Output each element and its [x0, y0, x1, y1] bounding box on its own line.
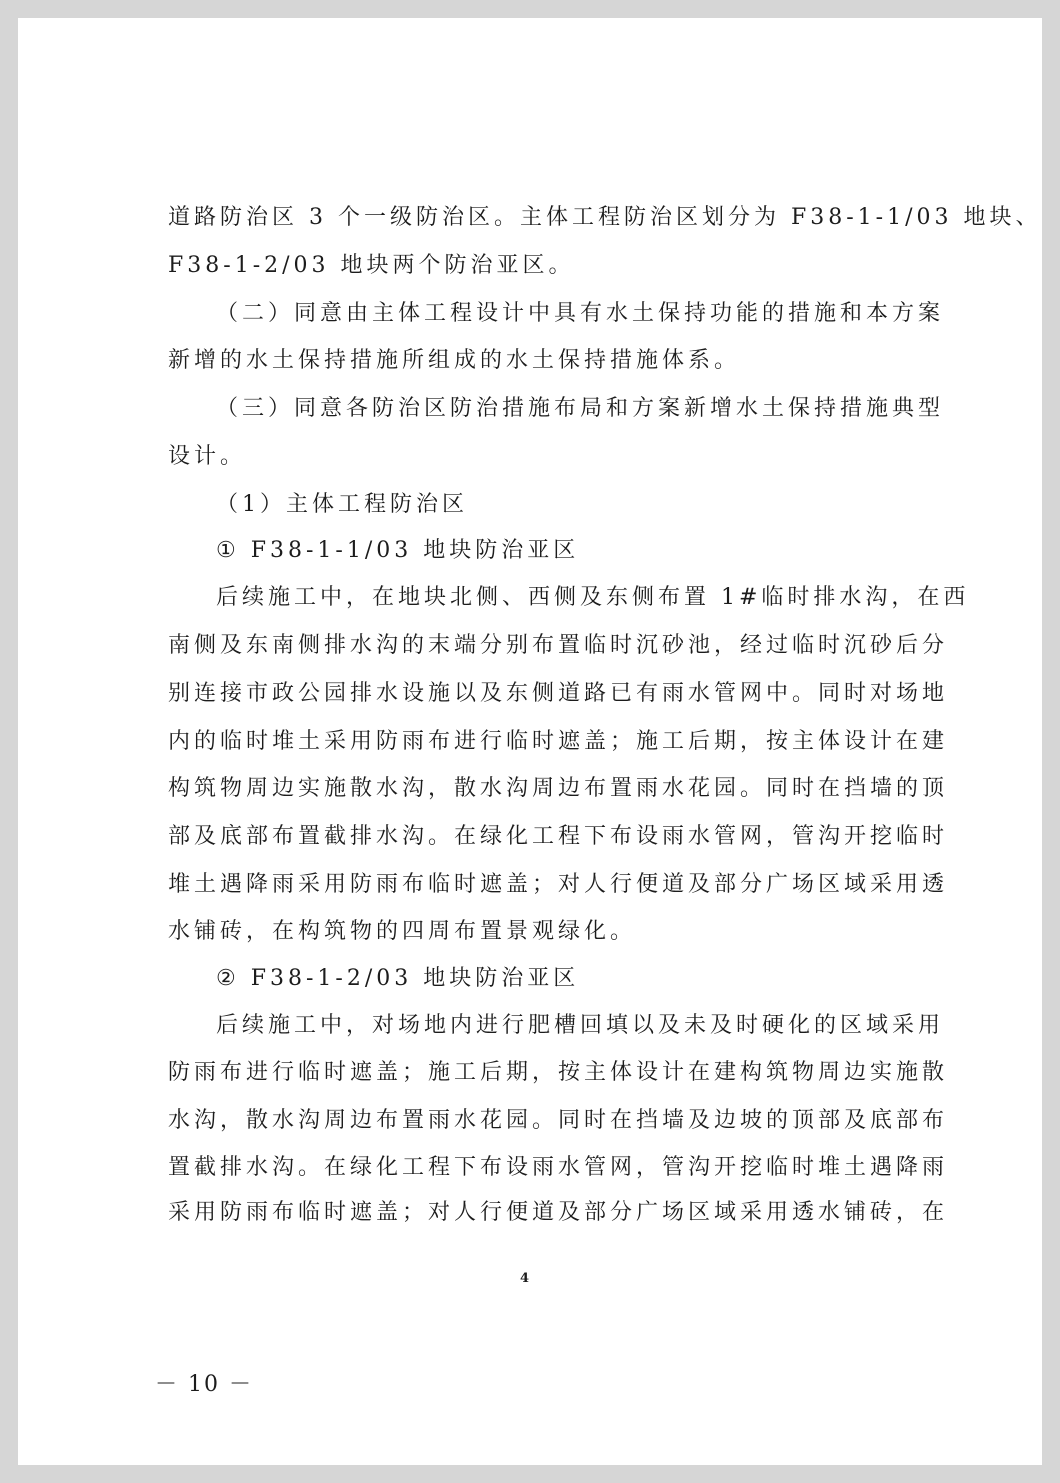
section-heading: （1）主体工程防治区: [216, 492, 468, 517]
text-line: 构筑物周边实施散水沟，散水沟周边布置雨水花园。同时在挡墙的顶: [168, 776, 949, 801]
text-line: 后续施工中，在地块北侧、西侧及东侧布置 1#临时排水沟，在西: [216, 585, 970, 610]
document-page: [18, 18, 1042, 1465]
text-line: 南侧及东南侧排水沟的末端分别布置临时沉砂池，经过临时沉砂后分: [168, 633, 949, 658]
text-line: 置截排水沟。在绿化工程下布设雨水管网，管沟开挖临时堆土遇降雨: [168, 1155, 949, 1180]
text-line: F38-1-2/03 地块两个防治亚区。: [168, 253, 575, 278]
text-line: 堆土遇降雨采用防雨布临时遮盖；对人行便道及部分广场区域采用透: [168, 872, 949, 897]
text-line: 内的临时堆土采用防雨布进行临时遮盖；施工后期，按主体设计在建: [168, 729, 949, 754]
text-line: 水铺砖，在构筑物的四周布置景观绿化。: [168, 919, 637, 944]
text-line: 部及底部布置截排水沟。在绿化工程下布设雨水管网，管沟开挖临时: [168, 824, 949, 849]
subsection-heading: ② F38-1-2/03 地块防治亚区: [216, 966, 580, 991]
text-line: （二）同意由主体工程设计中具有水土保持功能的措施和本方案: [216, 301, 945, 326]
outer-page-number: － 10 －: [155, 1372, 253, 1397]
subsection-heading: ① F38-1-1/03 地块防治亚区: [216, 538, 580, 563]
text-line: 设计。: [168, 444, 247, 469]
text-line: 新增的水土保持措施所组成的水土保持措施体系。: [168, 348, 741, 373]
text-line: 后续施工中，对场地内进行肥槽回填以及未及时硬化的区域采用: [216, 1013, 945, 1038]
inner-page-number: 4: [520, 1271, 530, 1286]
text-line: 采用防雨布临时遮盖；对人行便道及部分广场区域采用透水铺砖，在: [168, 1200, 949, 1225]
text-line: 道路防治区 3 个一级防治区。主体工程防治区划分为 F38-1-1/03 地块、: [168, 205, 1042, 230]
text-line: 防雨布进行临时遮盖；施工后期，按主体设计在建构筑物周边实施散: [168, 1060, 949, 1085]
text-line: 水沟，散水沟周边布置雨水花园。同时在挡墙及边坡的顶部及底部布: [168, 1108, 949, 1133]
text-line: 别连接市政公园排水设施以及东侧道路已有雨水管网中。同时对场地: [168, 681, 949, 706]
text-line: （三）同意各防治区防治措施布局和方案新增水土保持措施典型: [216, 396, 945, 421]
